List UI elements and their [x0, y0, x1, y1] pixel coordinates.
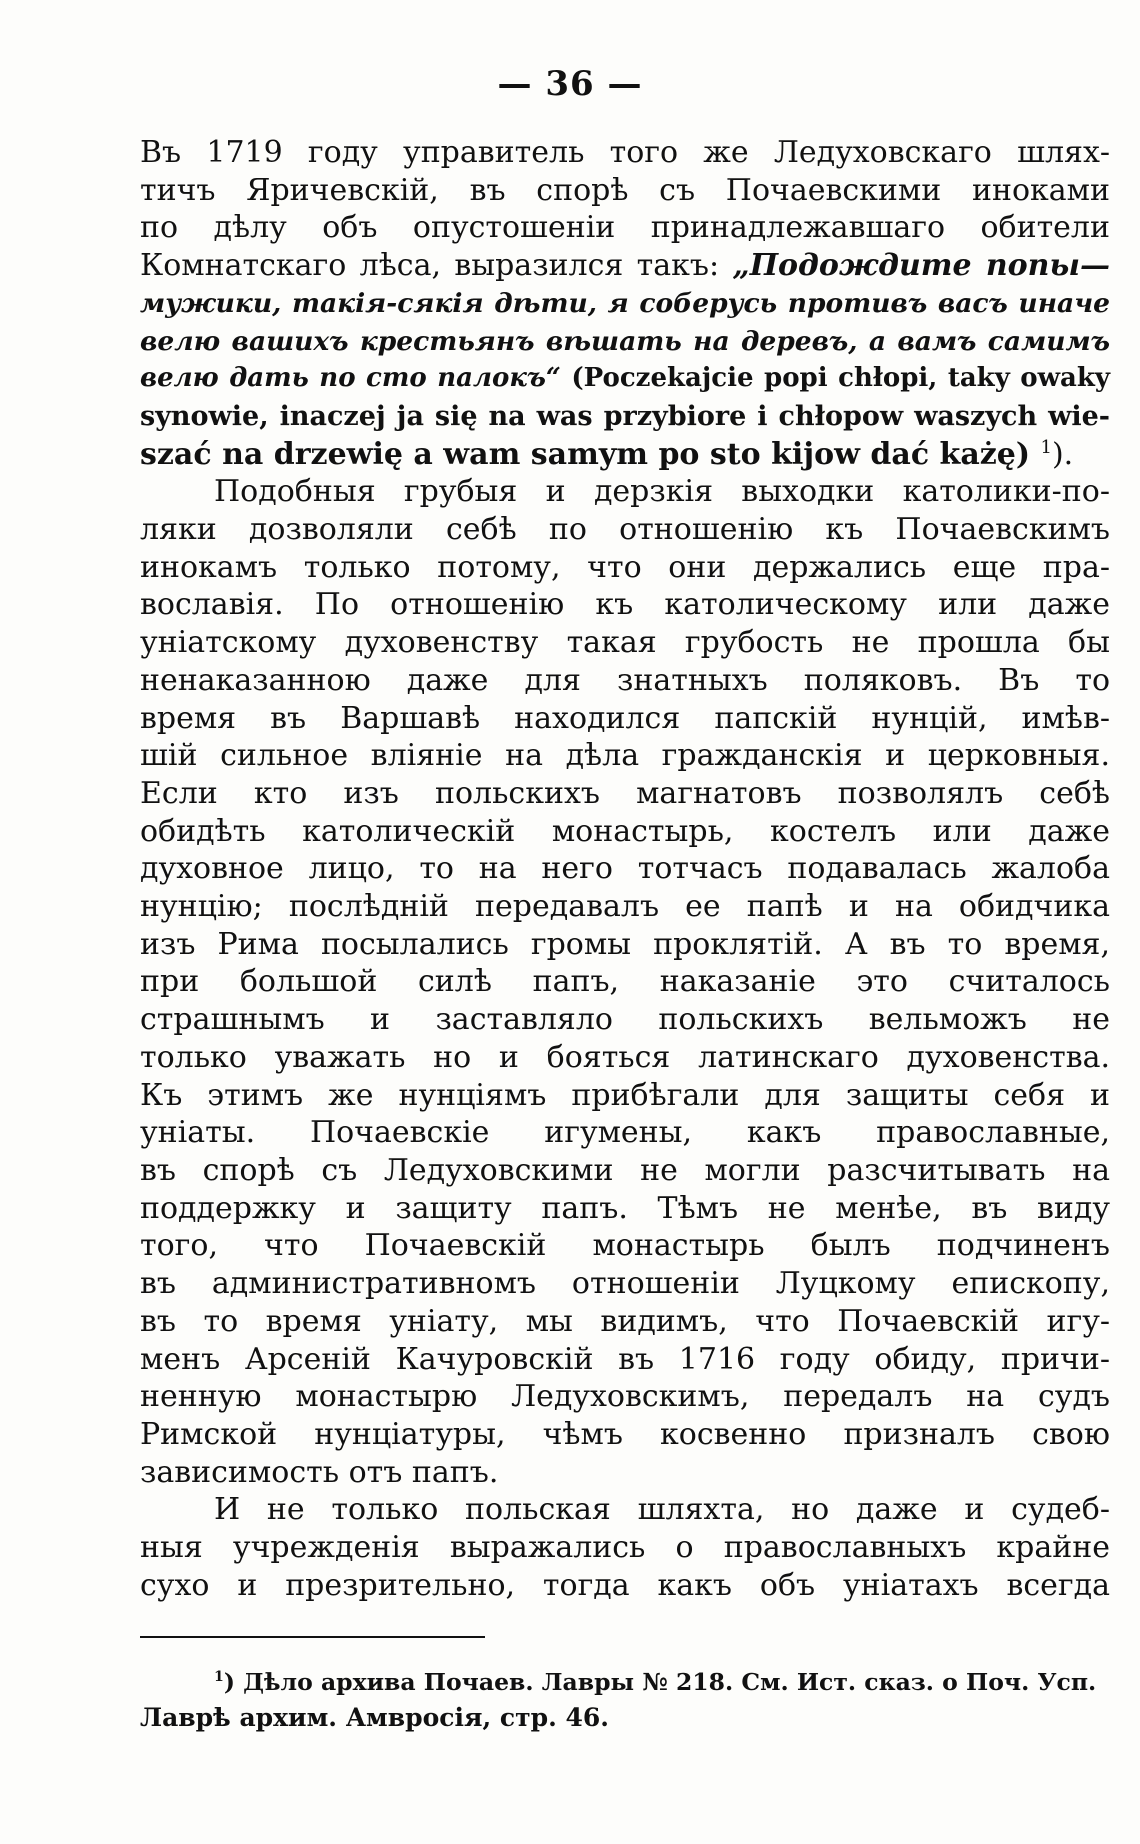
footnote	[140, 1664, 1110, 1736]
text-segment: ).	[1051, 436, 1074, 472]
text-line: духовное лицо, то на него тотчасъ подавалась жалоба	[140, 851, 1110, 887]
text-line: инокамъ только потому, что они держались еще пра-	[140, 549, 1110, 585]
text-line	[140, 360, 1110, 398]
text-line: ненную монастырю Ледуховскимъ, передалъ на судъ	[140, 1379, 1110, 1415]
polish-quote: szać na drzewię a wam samym po sto kijow dać każę)	[140, 436, 1041, 472]
text-line: время въ Варшавѣ находился папскій нунцій, имѣв-	[140, 700, 1110, 736]
text-line: только уважать но и бояться латинскаго духовенства.	[140, 1039, 1110, 1075]
text-line: Если кто изъ польскихъ магнатовъ позволялъ себѣ	[140, 775, 1110, 811]
text-line: зависимость отъ папъ.	[140, 1454, 499, 1490]
text-line: нунцію; послѣдній передавалъ ее папѣ и на обидчика	[140, 889, 1110, 925]
polish-quote-line: synowie, inaczej ja się na was przybiore i chłopow waszych wie-	[140, 400, 1110, 432]
main-text	[140, 134, 1110, 1604]
quoted-speech-line: мужики, такія-сякія дѣти, я соберусь противъ васъ иначе	[140, 287, 1110, 319]
quoted-speech-line: велю вашихъ крестьянъ вѣшать на деревъ, а вамъ самимъ	[140, 325, 1110, 357]
text-line: при большой силѣ папъ, наказаніе это считалось	[140, 964, 1110, 1000]
text-line: ляки дозволяли себѣ по отношенію къ Почаевскимъ	[140, 512, 1110, 548]
footnote-line	[140, 1664, 1110, 1700]
polish-quote: (Poczekajcie popi chłopi, taky owaky	[560, 363, 1111, 394]
text-line: страшнымъ и заставляло польскихъ вельможъ не	[140, 1002, 1110, 1038]
footnote-text: ) Дѣло архива Почаев. Лавры № 218. См. Ист. сказ. о Поч. Усп.	[223, 1668, 1097, 1696]
footnote-marker: 1	[214, 1669, 224, 1686]
footnote-divider	[140, 1636, 485, 1638]
text-line: по дѣлу объ опустошеніи принадлежавшаго обители	[140, 210, 1110, 246]
text-line: въ административномъ отношеніи Луцкому епископу,	[140, 1266, 1110, 1302]
text-line: ненаказанною даже для знатныхъ поляковъ. Въ то	[140, 662, 1110, 698]
text-line: шій сильное вліяніе на дѣла гражданскія и церковныя.	[140, 738, 1110, 774]
text-line: уніатскому духовенству такая грубость не прошла бы	[140, 625, 1110, 661]
text-line	[140, 247, 1110, 285]
text-line: въ то время уніату, мы видимъ, что Почаевскій игу-	[140, 1303, 1110, 1339]
text-segment: Комнатскаго лѣса, выразился такъ:	[140, 248, 733, 284]
paragraph-start: И не только польская шляхта, но даже и судеб-	[214, 1492, 1110, 1528]
text-line: обидѣть католическій монастырь, костелъ или даже	[140, 813, 1110, 849]
text-line: менъ Арсеній Качуровскій въ 1716 году обиду, причи-	[140, 1341, 1110, 1377]
text-line: сухо и презрительно, тогда какъ объ уніатахъ всегда	[140, 1567, 1110, 1603]
quoted-speech: „Подождите попы—	[732, 248, 1110, 284]
page-number: — 36 —	[497, 64, 643, 104]
text-line	[140, 436, 1110, 474]
text-line: изъ Рима посылались громы проклятій. А въ то время,	[140, 926, 1110, 962]
text-line: поддержку и защиту папъ. Тѣмъ не менѣе, въ виду	[140, 1190, 1110, 1226]
text-line: въ спорѣ съ Ледуховскими не могли разсчитывать на	[140, 1152, 1110, 1188]
text-line: Римской нунціатуры, чѣмъ косвенно призналъ свою	[140, 1416, 1110, 1452]
text-line: вославія. По отношенію къ католическому или даже	[140, 587, 1110, 623]
text-line: Къ этимъ же нунціямъ прибѣгали для защиты себя и	[140, 1077, 1110, 1113]
text-line: того, что Почаевскій монастырь былъ подчиненъ	[140, 1228, 1110, 1264]
footnote-line: Лаврѣ архим. Амвросія, стр. 46.	[140, 1703, 609, 1732]
quoted-speech: велю дать по сто палокъ“	[140, 363, 561, 394]
paragraph-start: Подобныя грубыя и дерзкія выходки католики-по-	[214, 474, 1110, 510]
text-line: ныя учрежденія выражались о православныхъ крайне	[140, 1530, 1110, 1566]
text-line: уніаты. Почаевскіе игумены, какъ православные,	[140, 1115, 1110, 1151]
text-line: Въ 1719 году управитель того же Ледуховскаго шлях-	[140, 135, 1110, 170]
footnote-ref: 1	[1040, 436, 1052, 458]
text-line: тичъ Яричевскій, въ спорѣ съ Почаевскими иноками	[140, 172, 1110, 208]
